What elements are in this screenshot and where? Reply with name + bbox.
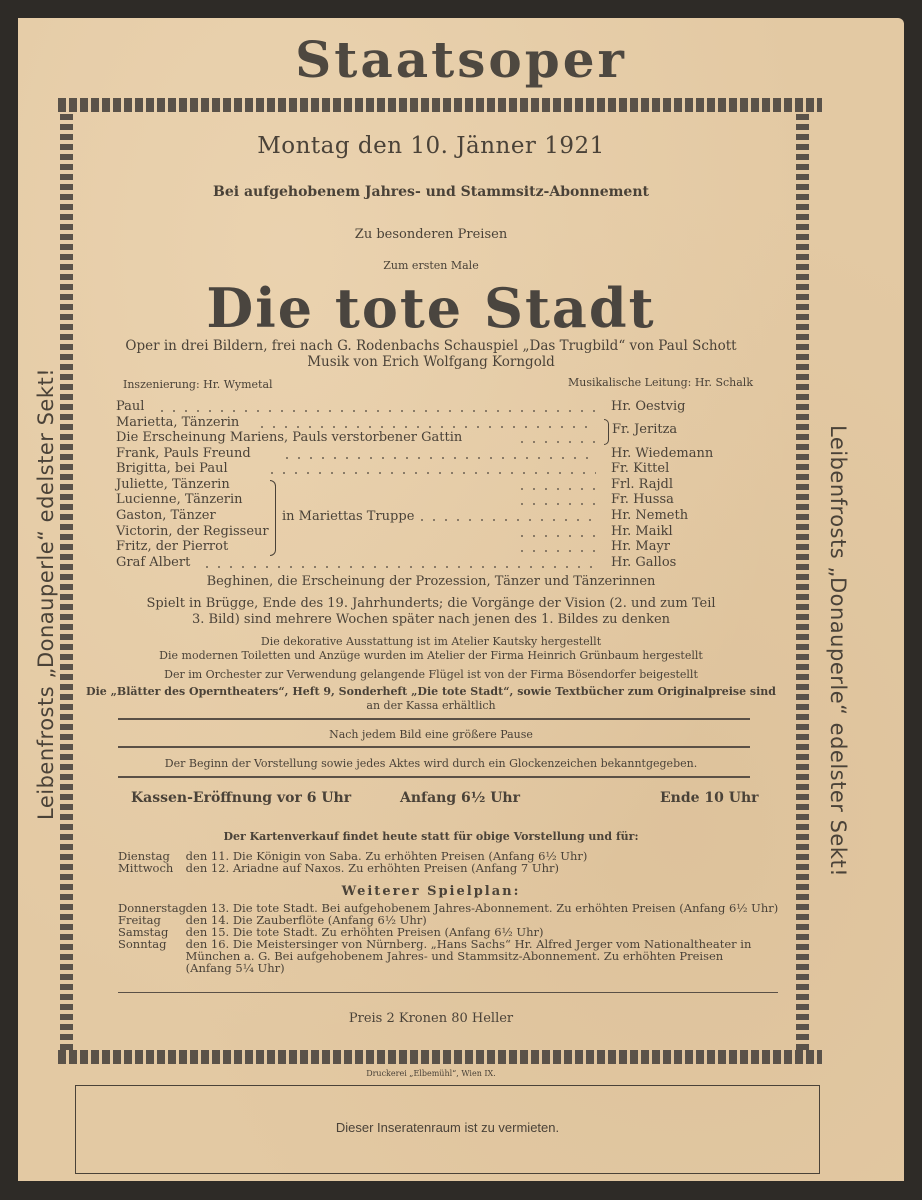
cast-row <box>116 477 716 493</box>
setting-note-line-2: 3. Bild) sind mehrere Wochen später nach jenen des 1. Bildes zu denken <box>191 612 671 627</box>
schedule-text: den 13. Die tote Stadt. Bei aufgehobenem Jahres-Abonnement. Zu erhöhten Preisen (Anfang 6½ Uhr) <box>185 901 779 915</box>
piano-credit: Der im Orchester zur Verwendung gelangende Flügel ist von der Firma Bösendorfer beigestellt <box>164 668 698 681</box>
cast-role: Gaston, Tänzer <box>116 508 216 523</box>
frame-border-left <box>60 114 73 1050</box>
ticket-sale-text: den 12. Ariadne auf Naxos. Zu erhöhten Preisen (Anfang 7 Uhr) <box>185 861 559 875</box>
ticket-sale-text: den 11. Die Königin von Saba. Zu erhöhten Preisen (Anfang 6½ Uhr) <box>185 849 588 863</box>
conductor-credit: Musikalische Leitung: Hr. Schalk <box>568 376 753 389</box>
opera-title: Die tote Stadt <box>206 276 656 340</box>
leader-dots <box>516 503 596 505</box>
setting-note-line-1: Spielt in Brügge, Ende des 19. Jahrhunderts; die Vorgänge der Vision (2. und zum Teil <box>146 596 716 611</box>
booklet-note-line-2: an der Kassa erhältlich <box>366 699 496 712</box>
costume-credit: Die modernen Toiletten und Anzüge wurden im Atelier der Firma Heinrich Grünbaum hergestellt <box>159 649 703 662</box>
schedule-heading: Weiterer Spielplan: <box>341 884 521 899</box>
composer-line: Musik von Erich Wolfgang Korngold <box>307 354 555 370</box>
cast-row <box>116 446 716 462</box>
cast-role: Paul <box>116 399 145 414</box>
ad-space-text: Dieser Inseratenraum ist zu vermieten. <box>335 1120 560 1135</box>
cast-singer: Fr. Kittel <box>611 461 670 476</box>
frame-border-top <box>58 98 822 112</box>
ad-space-box <box>75 1085 820 1174</box>
leader-dots <box>156 410 596 412</box>
leader-dots <box>256 426 596 428</box>
subscription-note: Bei aufgehobenem Jahres- und Stammsitz-Abonnement <box>213 184 649 200</box>
leader-dots <box>201 566 596 568</box>
cast-role: Frank, Pauls Freund <box>116 446 251 461</box>
start-time: Anfang 6½ Uhr <box>400 790 520 806</box>
frame-border-bottom <box>58 1050 822 1064</box>
leader-dots <box>416 519 596 521</box>
leader-dots <box>516 550 596 552</box>
cast-role: Graf Albert <box>116 555 191 570</box>
cast-row <box>116 508 716 524</box>
side-ad-left: Leibenfrosts „Donauperle“ edelster Sekt! <box>34 367 58 820</box>
troupe-brace <box>270 480 276 556</box>
cast-singer: Frl. Rajdl <box>611 477 674 492</box>
venue-title: Staatsoper <box>295 30 627 89</box>
schedule-day: Donnerstag <box>118 901 187 915</box>
staging-credit: Inszenierung: Hr. Wymetal <box>123 378 273 391</box>
cast-role: Lucienne, Tänzerin <box>116 492 243 507</box>
cast-singer: Hr. Nemeth <box>611 508 689 523</box>
ticket-sale-heading: Der Kartenverkauf findet heute statt für obige Vorstellung und für: <box>223 830 639 843</box>
cast-singer: Hr. Wiedemann <box>611 446 714 461</box>
divider <box>118 746 750 748</box>
decor-credit: Die dekorative Ausstattung ist im Atelier Kautsky hergestellt <box>260 635 602 648</box>
end-time: Ende 10 Uhr <box>660 790 759 806</box>
schedule-text: den 15. Die tote Stadt. Zu erhöhten Preisen (Anfang 6½ Uhr) <box>185 925 544 939</box>
schedule-text: München a. G. Bei aufgehobenem Jahres- und Stammsitz-Abonnement. Zu erhöhten Preisen <box>185 949 724 963</box>
pause-note: Nach jedem Bild eine größere Pause <box>329 728 533 741</box>
cast-role: Victorin, der Regisseur <box>116 524 269 539</box>
ensemble-note: Beghinen, die Erscheinung der Prozession, Tänzer und Tänzerinnen <box>206 574 656 589</box>
divider <box>118 992 778 993</box>
cast-role: Die Erscheinung Mariens, Pauls verstorbener Gattin <box>116 430 463 445</box>
cast-row <box>116 492 716 508</box>
schedule-day: Sonntag <box>118 937 167 951</box>
opera-subtitle: Oper in drei Bildern, frei nach G. Rodenbachs Schauspiel „Das Trugbild“ von Paul Schott <box>125 338 737 354</box>
cast-row <box>116 555 716 571</box>
printer-credit: Druckerei „Elbemühl“, Wien IX. <box>366 1069 496 1078</box>
divider <box>118 776 750 778</box>
box-office-time: Kassen-Eröffnung vor 6 Uhr <box>131 790 352 806</box>
schedule-text: den 14. Die Zauberflöte (Anfang 6½ Uhr) <box>185 913 427 927</box>
cast-row <box>116 524 716 540</box>
divider <box>118 718 750 720</box>
leader-dots <box>266 472 596 474</box>
ticket-sale-row <box>118 862 559 874</box>
cast-row <box>116 461 716 477</box>
cast-row <box>116 539 716 555</box>
troupe-label: in Mariettas Truppe <box>282 509 415 524</box>
cast-singer: Hr. Maikl <box>611 524 673 539</box>
cast-singer: Fr. Jeritza <box>612 422 678 437</box>
ticket-sale-day: Mittwoch <box>118 861 174 875</box>
cast-row <box>116 399 716 415</box>
leader-dots <box>516 441 596 443</box>
schedule-text: (Anfang 5¼ Uhr) <box>185 961 285 975</box>
price-note: Zu besonderen Preisen <box>354 227 508 242</box>
frame-border-right <box>796 114 809 1050</box>
program-price: Preis 2 Kronen 80 Heller <box>348 1011 514 1026</box>
leader-dots <box>516 535 596 537</box>
premiere-note: Zum ersten Male <box>383 259 479 272</box>
cast-role: Fritz, der Pierrot <box>116 539 229 554</box>
leader-dots <box>516 488 596 490</box>
brace <box>604 419 609 445</box>
side-ad-right: Leibenfrosts „Donauperle“ edelster Sekt! <box>826 425 850 878</box>
schedule-day: Freitag <box>118 913 161 927</box>
bell-note: Der Beginn der Vorstellung sowie jedes Aktes wird durch ein Glockenzeichen bekanntgegeben. <box>164 757 698 770</box>
cast-role: Marietta, Tänzerin <box>116 415 240 430</box>
cast-role: Brigitta, bei Paul <box>116 461 228 476</box>
playbill-page <box>18 18 904 1181</box>
cast-singer: Hr. Mayr <box>611 539 671 554</box>
schedule-text: den 16. Die Meistersinger von Nürnberg. „Hans Sachs“ Hr. Alfred Jerger vom Nationaltheater in <box>185 937 752 951</box>
schedule-row <box>118 962 285 974</box>
leader-dots <box>281 457 596 459</box>
cast-singer: Hr. Gallos <box>611 555 677 570</box>
cast-singer: Hr. Oestvig <box>611 399 686 414</box>
cast-singer: Fr. Hussa <box>611 492 674 507</box>
ticket-sale-day: Dienstag <box>118 849 170 863</box>
booklet-note-line-1: Die „Blätter des Operntheaters“, Heft 9, Sonderheft „Die tote Stadt“, sowie Textbücher zum Originalpreise sind <box>86 685 776 698</box>
cast-role: Juliette, Tänzerin <box>116 477 230 492</box>
performance-date: Montag den 10. Jänner 1921 <box>257 133 605 159</box>
schedule-day: Samstag <box>118 925 169 939</box>
